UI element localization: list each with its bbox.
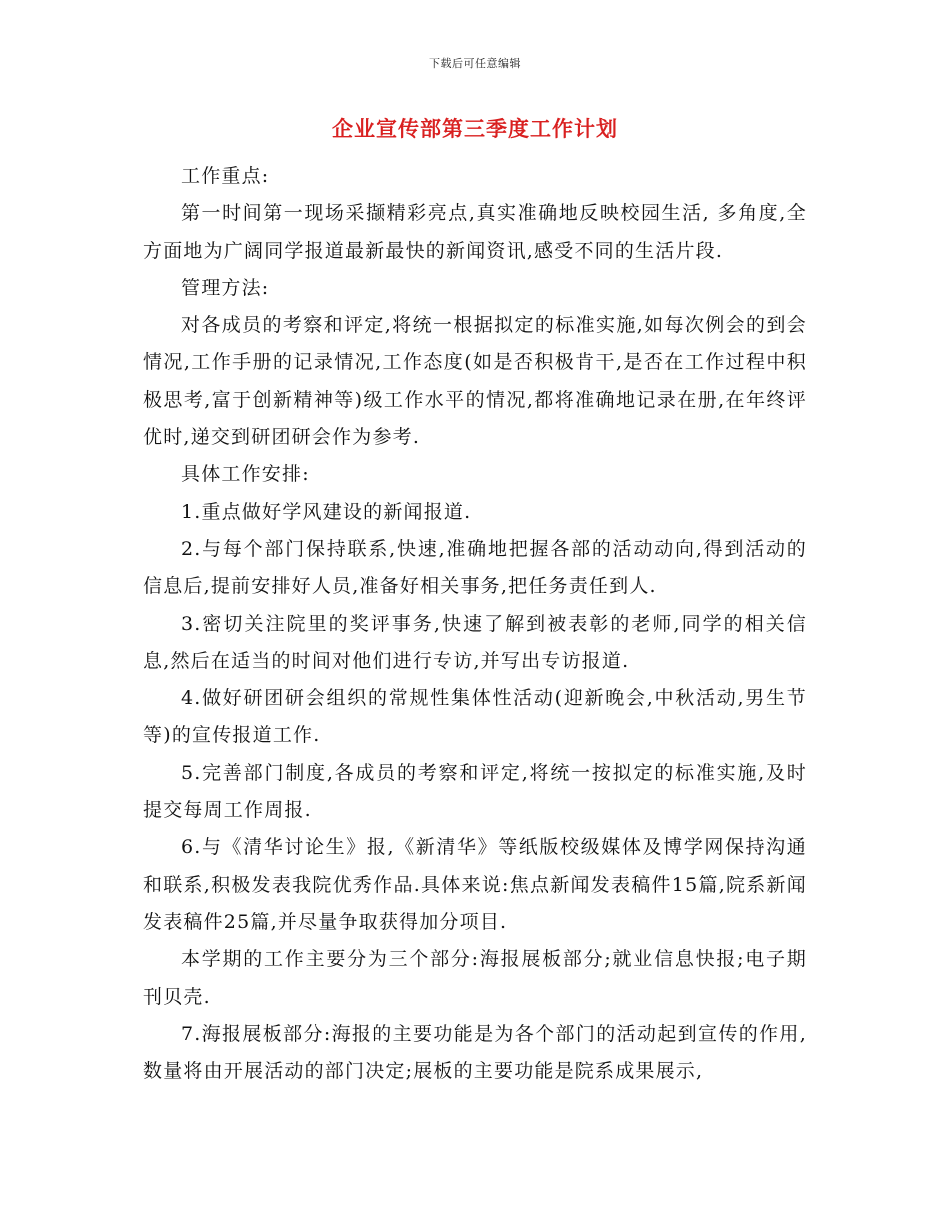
section-heading-arrangement: 具体工作安排: <box>181 463 310 486</box>
document-title: 企业宣传部第三季度工作计划 <box>332 116 618 141</box>
list-item-6: 6.与《清华讨论生》报,《新清华》等纸版校级媒体及博学网保持沟通和联系,积极发表我院优秀作品.具体来说:焦点新闻发表稿件15篇,院系新闻发表稿件25篇,并尽量争取获得加分项目. <box>143 836 807 933</box>
paragraph-focus: 第一时间第一现场采撷精彩亮点,真实准确地反映校园生活, 多角度,全方面地为广阔同学报道最新最快的新闻资讯,感受不同的生活片段. <box>143 202 807 262</box>
list-item-5: 5.完善部门制度,各成员的考察和评定,将统一按拟定的标准实施,及时提交每周工作周报. <box>143 761 807 822</box>
section-heading-management: 管理方法: <box>181 276 270 299</box>
list-item-7: 7.海报展板部分:海报的主要功能是为各个部门的活动起到宣传的作用,数量将由开展活动的部门决定;展板的主要功能是院系成果展示, <box>143 1022 807 1083</box>
list-item-4: 4.做好研团研会组织的常规性集体性活动(迎新晚会,中秋活动,男生节等)的宣传报道工作. <box>143 687 807 747</box>
section-heading-focus: 工作重点: <box>181 165 270 187</box>
paragraph-semester-parts: 本学期的工作主要分为三个部分:海报展板部分;就业信息快报;电子期刊贝壳. <box>143 948 807 1008</box>
list-item-1: 1.重点做好学风建设的新闻报道. <box>181 500 472 523</box>
list-item-2: 2.与每个部门保持联系,快速,准确地把握各部的活动动向,得到活动的信息后,提前安排好人员,准备好相关事务,把任务责任到人. <box>143 537 807 598</box>
header-note: 下载后可任意编辑 <box>429 57 521 70</box>
document-body <box>143 158 807 1090</box>
list-item-3: 3.密切关注院里的奖评事务,快速了解到被表彰的老师,同学的相关信息,然后在适当的时间对他们进行专访,并写出专访报道. <box>143 612 807 672</box>
paragraph-management: 对各成员的考察和评定,将统一根据拟定的标准实施,如每次例会的到会情况,工作手册的记录情况,工作态度(如是否积极肯干,是否在工作过程中积极思考,富于创新精神等)级工作水平的情况,都将准确地记录在册,在年终评优时,递交到研团研会作为参考. <box>143 314 807 449</box>
